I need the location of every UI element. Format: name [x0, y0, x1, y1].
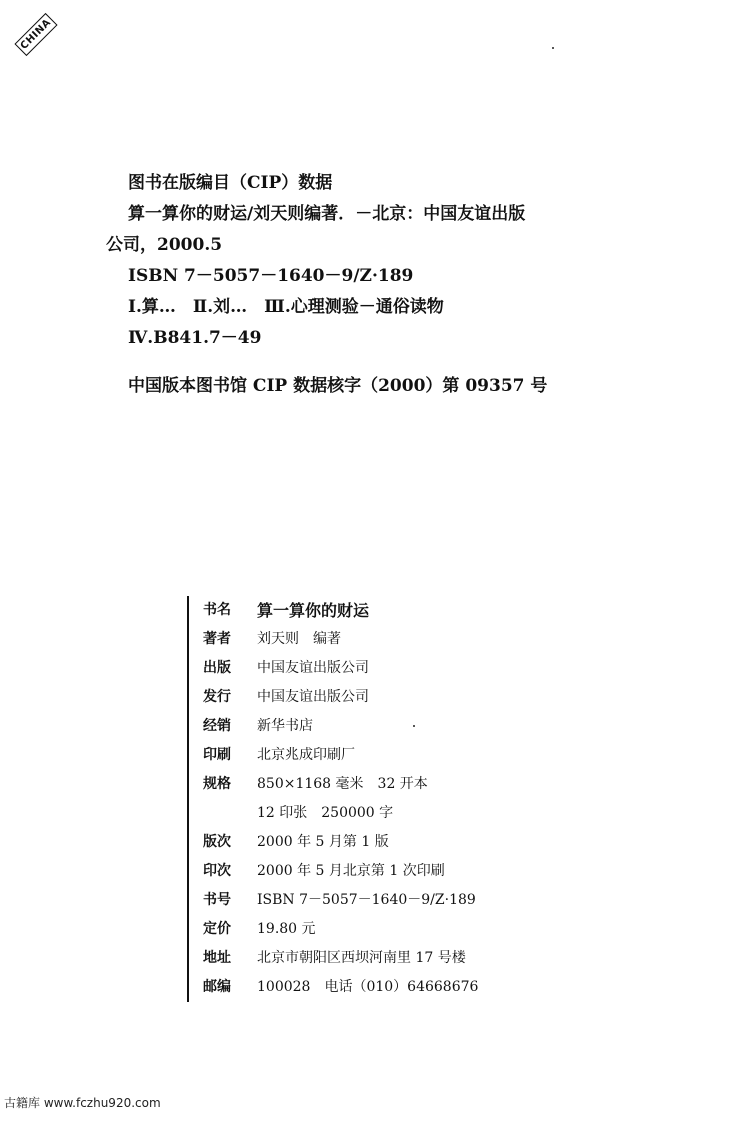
- cip-line-5: Ⅳ.B841.7－49: [128, 328, 262, 348]
- colophon-key: 书号: [203, 892, 231, 908]
- colophon-key: 出版: [203, 660, 231, 676]
- colophon-row: [203, 712, 623, 741]
- colophon-value: 中国友谊出版公司: [257, 689, 369, 705]
- colophon-key: [203, 799, 257, 828]
- colophon-value: 刘天则 编著: [257, 631, 341, 647]
- colophon-key: 地址: [203, 950, 231, 966]
- colophon-key: 著者: [203, 631, 231, 647]
- colophon-row: [203, 857, 623, 886]
- colophon-row: [203, 915, 623, 944]
- colophon-value: 2000 年 5 月北京第 1 次印刷: [257, 863, 445, 879]
- colophon-key: 定价: [203, 921, 231, 937]
- colophon-row: [203, 886, 623, 915]
- cip-line-6: 中国版本图书馆 CIP 数据核字（2000）第 09357 号: [128, 376, 548, 396]
- colophon-value: 中国友谊出版公司: [257, 660, 369, 676]
- colophon-value: 新华书店: [257, 718, 313, 734]
- colophon-key: 经销: [203, 718, 231, 734]
- colophon-row: [203, 828, 623, 857]
- colophon-value: 100028 电话（010）64668676: [257, 979, 479, 995]
- colophon-key: 发行: [203, 689, 231, 705]
- colophon-value: 12 印张 250000 字: [257, 805, 394, 821]
- cip-line-1: 算一算你的财运/刘天则编著．－北京：中国友谊出版: [128, 204, 526, 224]
- colophon-value: 850×1168 毫米 32 开本: [257, 776, 428, 792]
- colophon-value: 19.80 元: [257, 921, 316, 937]
- colophon-key: 版次: [203, 834, 231, 850]
- colophon-value: 算一算你的财运: [257, 601, 370, 620]
- colophon-row: [203, 799, 623, 828]
- colophon-row: [203, 944, 623, 973]
- speck-dot: [552, 47, 554, 49]
- colophon-key: 印次: [203, 863, 231, 879]
- footer-watermark-text: 古籍库 www.fczhu920.com: [4, 1096, 161, 1110]
- colophon-row: [203, 625, 623, 654]
- cip-line-4: Ⅰ.算… Ⅱ.刘… Ⅲ.心理测验－通俗读物: [128, 297, 444, 317]
- colophon-row: [203, 596, 623, 625]
- colophon-row: [203, 770, 623, 799]
- colophon-row: [203, 973, 623, 1002]
- cip-line-3: ISBN 7－5057－1640－9/Z·189: [128, 266, 414, 286]
- colophon-key: 规格: [203, 776, 231, 792]
- cip-block: [106, 168, 666, 402]
- colophon-block: [187, 596, 623, 1002]
- cip-heading: 图书在版编目（CIP）数据: [128, 173, 333, 193]
- colophon-value: 北京兆成印刷厂: [257, 747, 355, 763]
- colophon-row: [203, 654, 623, 683]
- colophon-key: 书名: [203, 602, 231, 618]
- colophon-key: 邮编: [203, 979, 231, 995]
- colophon-value: ISBN 7－5057－1640－9/Z·189: [257, 892, 476, 908]
- colophon-key: 印刷: [203, 747, 231, 763]
- colophon-value: 2000 年 5 月第 1 版: [257, 834, 389, 850]
- colophon-row: [203, 741, 623, 770]
- cip-line-2: 公司，2000.5: [106, 235, 223, 255]
- colophon-value: 北京市朝阳区西坝河南里 17 号楼: [257, 950, 466, 966]
- china-stamp: CHINA: [14, 13, 57, 56]
- colophon-row: [203, 683, 623, 712]
